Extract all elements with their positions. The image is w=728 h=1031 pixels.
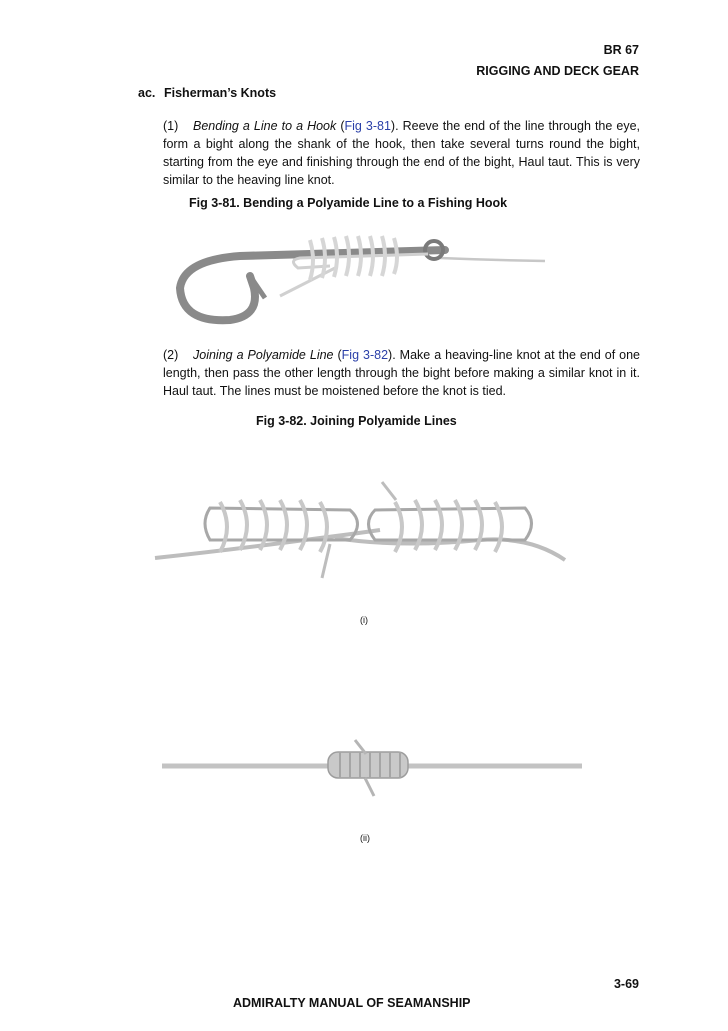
document-code: BR 67	[603, 43, 639, 57]
page-number: 3-69	[613, 977, 639, 991]
paragraph-1-body: ). Reeve the end of the line through the eye, form a bight along the shank of the hook, then take several turns round the bight, starting from the eye and finishing through the end of the bight, Haul taut. This is very similar to the heaving line knot.	[163, 119, 641, 187]
fig-3-81-caption: Fig 3-81. Bending a Polyamide Line to a Fishing Hook	[189, 196, 508, 210]
paragraph-2	[163, 346, 640, 400]
fig-3-82-ii-illustration	[160, 738, 585, 798]
paragraph-2-ref-open: (	[333, 348, 342, 362]
fig-3-82-sublabel-ii: (ii)	[360, 833, 370, 843]
fig-3-82-i-illustration	[150, 478, 570, 588]
paragraph-2-number: (2)	[163, 348, 179, 362]
section-heading	[138, 86, 276, 100]
paragraph-1-number: (1)	[163, 119, 179, 133]
section-label: ac.	[138, 86, 156, 100]
paragraph-1	[163, 117, 640, 189]
fig-3-81-hook-illustration	[170, 228, 550, 328]
manual-title: ADMIRALTY MANUAL OF SEAMANSHIP	[233, 996, 471, 1010]
fig-3-82-sublabel-i: (i)	[360, 615, 368, 625]
section-title: RIGGING AND DECK GEAR	[476, 64, 639, 78]
paragraph-2-body: ). Make a heaving-line knot at the end of one length, then pass the other length through the bight before making a similar knot in it. Haul taut. The lines must be moistened before the knot is tied.	[163, 348, 641, 398]
paragraph-1-ref-open: (	[336, 119, 345, 133]
fig-3-82-link[interactable]: Fig 3-82	[341, 348, 389, 362]
fig-3-81-link[interactable]: Fig 3-81	[344, 119, 391, 133]
section-heading-title: Fisherman’s Knots	[164, 86, 277, 100]
paragraph-1-title: Bending a Line to a Hook	[193, 119, 337, 133]
fig-3-82-caption: Fig 3-82. Joining Polyamide Lines	[256, 414, 457, 428]
paragraph-2-title: Joining a Polyamide Line	[193, 348, 334, 362]
